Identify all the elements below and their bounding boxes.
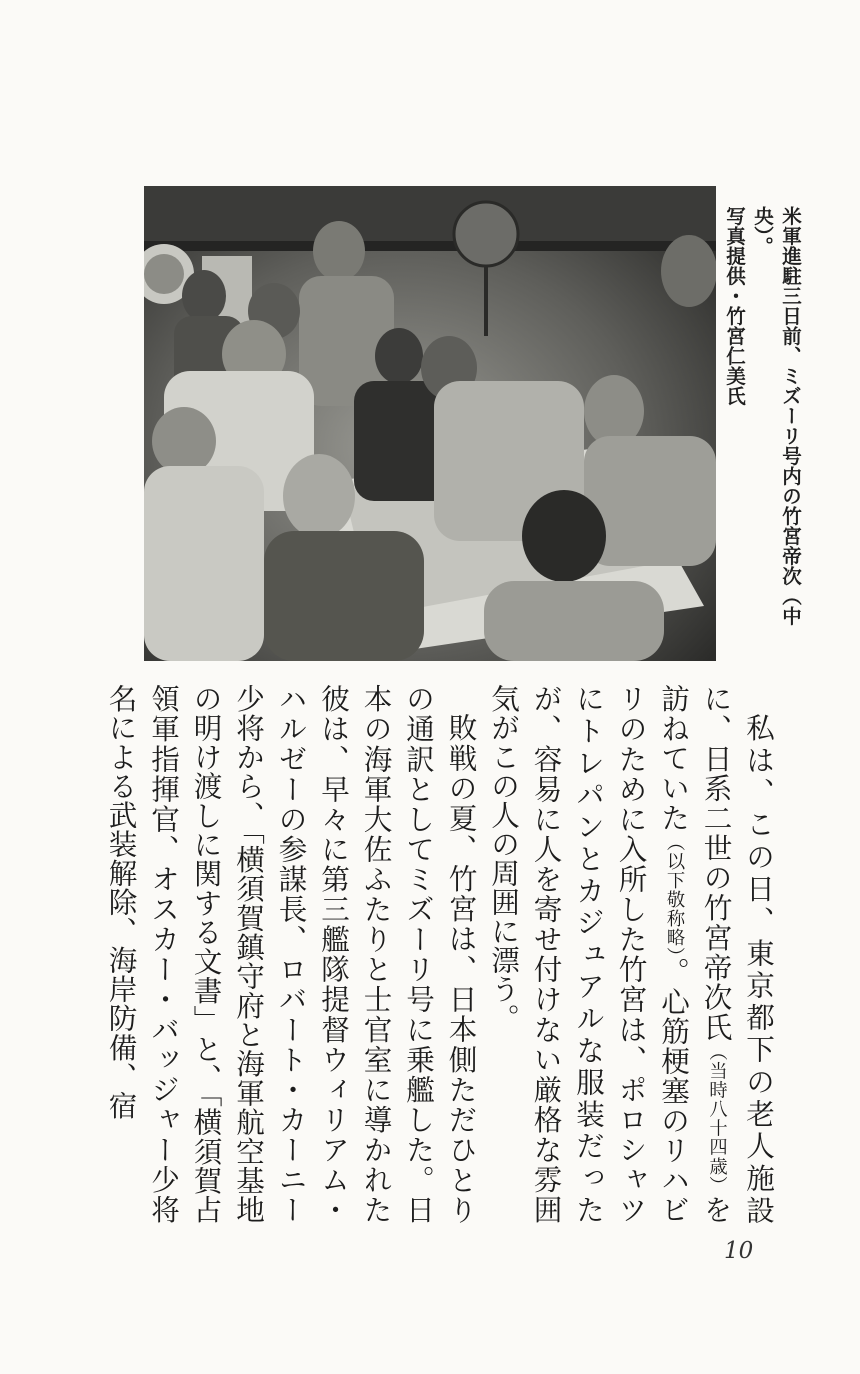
paragraph-1-part-c: を訪ねていた xyxy=(657,684,734,1224)
body-text xyxy=(104,684,780,1225)
honorific-note: （以下敬称略） xyxy=(664,832,685,957)
caption-line-2: 写真提供・竹宮仁美氏 xyxy=(723,206,746,406)
paragraph-2: 敗戦の夏、竹宮は、日本側ただひとりの通訳としてミズーリ号に乗艦した。日本の海軍大佐ふたりと士官室に導かれた彼は、早々に第三艦隊提督ウィリアム・ハルゼーの参謀長、ロバート・カーニー少将から、「横須賀鎮守府と海軍航空基地の明け渡しに関する文書」と、「横須賀占領軍指揮官、オスカー・バッジャー少将名による武装解除、海岸防備、宿 xyxy=(104,684,479,1224)
paragraph-1 xyxy=(483,684,781,1224)
photo-caption xyxy=(720,206,804,661)
photo xyxy=(144,186,716,661)
caption-line-1: 米軍進駐三日前、ミズーリ号内の竹宮帝次（中央）。 xyxy=(751,206,802,626)
page-number: 10 xyxy=(724,1238,754,1264)
age-note: （当時八十四歳） xyxy=(706,1042,728,1195)
photo-image xyxy=(144,186,716,661)
paragraph-1-part-e: 。心筋梗塞のリハビリのために入所した竹宮は、ポロシャツにトレパンとカジュアルな服装だったが、容易に人を寄せ付けない厳格な雰囲気がこの人の周囲に漂う。 xyxy=(487,684,691,1225)
paragraph-1-part-a: 私は、この日、東京都下の老人施設に、日系二世の竹宮帝次氏 xyxy=(699,684,776,1224)
